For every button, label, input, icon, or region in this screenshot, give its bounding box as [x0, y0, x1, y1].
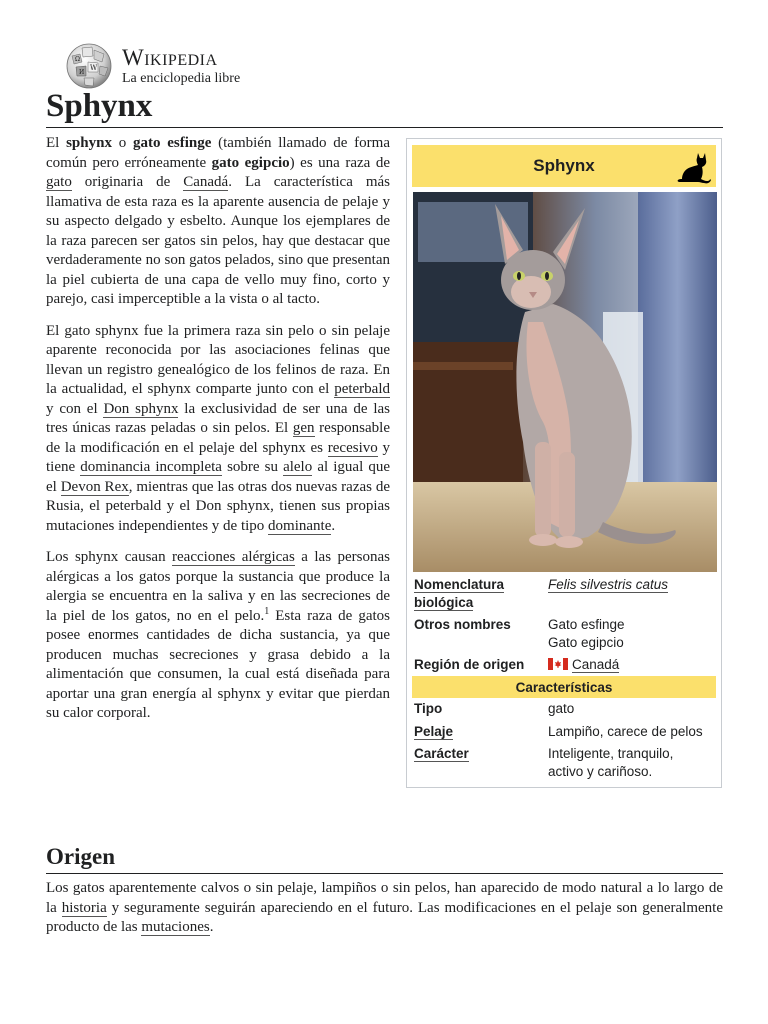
link-pelaje[interactable]: Pelaje — [414, 724, 454, 739]
brand — [122, 46, 240, 87]
infobox-value-line: Gato egipcio — [548, 635, 624, 650]
text: responsable de la modificación en el pelaje del sphynx es — [46, 420, 390, 456]
infobox-value — [548, 616, 718, 652]
text: a las personas alérgicas a los gatos porque la sustancia que produce la alergia se encuentra en la saliva y en las secreciones de la piel de los gatos, no en el pelo. — [46, 549, 390, 624]
infobox-title: Sphynx — [533, 156, 595, 175]
text: y tiene — [46, 439, 390, 475]
title-divider — [46, 127, 723, 128]
infobox-row-caracter — [414, 745, 718, 781]
link-gen[interactable]: gen — [292, 420, 315, 436]
text: . La característica más llamativa de esta raza es la aparente ausencia de pelaje y su aspecto delgado y esbelto. Aunque los ejemplares de la raza parecen ser gatos sin pelos, hay que destacar que verdaderamente no son gatos pelados, sino que presentan la piel cubierta de una capa de vello muy fino, corto y parejo, casi imperceptible a la vista o al tacto. — [46, 174, 390, 307]
infobox — [406, 138, 722, 788]
link-reacciones-alergicas[interactable]: reacciones alérgicas — [172, 549, 295, 565]
infobox-label: Otros nombres — [414, 617, 511, 632]
link-canada[interactable]: Canadá — [183, 174, 229, 190]
infobox-row-nomenclatura — [414, 576, 718, 612]
infobox-value: Lampiño, carece de pelos — [548, 724, 703, 739]
brand-tagline: La enciclopedia libre — [122, 70, 241, 86]
infobox-label — [414, 745, 548, 781]
intro-text — [46, 134, 390, 736]
origen-paragraph — [46, 879, 723, 938]
svg-text:W: W — [90, 64, 98, 72]
infobox-value — [548, 656, 718, 674]
link-alelo[interactable]: alelo — [283, 459, 313, 475]
link-canada-origin[interactable]: Canadá — [572, 657, 620, 672]
link-dominancia-incompleta[interactable]: dominancia incompleta — [80, 459, 222, 475]
text: . — [331, 517, 336, 534]
infobox-row-otros-nombres — [414, 616, 718, 652]
infobox-value — [548, 576, 718, 612]
infobox-row-pelaje — [414, 723, 718, 741]
text: y seguramente seguirán apareciendo en el futuro. Las modificaciones en el pelaje son generalmente producto de las — [46, 899, 723, 935]
brand-name[interactable]: Wikipedia — [122, 44, 218, 70]
infobox-label — [414, 576, 548, 612]
cat-silhouette-icon — [672, 149, 712, 187]
link-caracter[interactable]: Carácter — [414, 746, 469, 761]
infobox-label: Tipo — [414, 701, 443, 716]
intro-paragraph-3 — [46, 548, 390, 724]
link-mutaciones[interactable]: mutaciones — [141, 919, 210, 935]
svg-text:И: И — [79, 69, 85, 76]
link-peterbald[interactable]: peterbald — [334, 381, 390, 397]
infobox-value-line: Inteligente, tranquilo, — [548, 746, 674, 761]
infobox-value-line: Gato esfinge — [548, 617, 625, 632]
text: El — [46, 135, 67, 151]
infobox-row-region — [414, 656, 718, 674]
bold-term: sphynx — [66, 135, 112, 151]
link-dominante[interactable]: dominante — [268, 517, 332, 534]
reference-1[interactable]: 1 — [264, 605, 270, 617]
infobox-label: Región de origen — [414, 657, 525, 672]
text: Los sphynx causan — [46, 549, 173, 565]
text: o — [111, 135, 133, 151]
link-gato[interactable]: gato — [46, 174, 72, 190]
text: (también llamado de forma común pero erróneamente — [46, 135, 391, 171]
link-nomenclatura-biologica[interactable]: Nomenclatura biológica — [414, 577, 505, 610]
link-felis-silvestris-catus[interactable]: Felis silvestris catus — [548, 577, 669, 592]
infobox-row-tipo — [414, 700, 718, 718]
intro-paragraph-1 — [46, 134, 390, 310]
text: Los gatos aparentemente calvos o sin pelaje, lampiños o sin pelos, han aparecido de modo natural a lo largo de la — [46, 880, 723, 916]
text: sobre su — [221, 459, 284, 475]
section-divider — [46, 873, 723, 874]
text: Esta raza de gatos posee enormes cantidades de dicha sustancia, ya que producen muchas secreciones y grasa debido a la alimentación que consumen, la cual está diseñada para aportar una gran energía al sphynx y evitar que pierdan su calor corporal. — [46, 607, 390, 721]
link-historia[interactable]: historia — [61, 899, 107, 916]
bold-term: gato esfinge — [132, 135, 212, 151]
link-devon-rex[interactable]: Devon Rex — [60, 478, 129, 495]
intro-paragraph-2 — [46, 322, 390, 537]
page-title: Sphynx — [46, 88, 153, 124]
text: , mientras que las otras dos nuevas razas de Rusia, el peterbald y el Don sphynx, tienen sus propias mutaciones independientes y de tipo — [46, 478, 391, 534]
section-heading-origen: Origen — [46, 844, 115, 869]
svg-text:Ω: Ω — [75, 56, 80, 63]
text: . — [209, 919, 214, 935]
text: al igual que el — [46, 459, 390, 495]
infobox-label — [414, 723, 548, 741]
text: y con el — [46, 400, 104, 417]
infobox-value: gato — [548, 701, 575, 716]
canada-flag-icon — [548, 658, 568, 670]
bold-term: gato egipcio — [211, 154, 290, 171]
sphynx-cat-photo[interactable] — [413, 192, 717, 572]
text: originaria de — [71, 174, 184, 190]
text: El gato sphynx fue la primera raza sin pelo o sin pelaje aparente reconocida por las asociaciones felinas que llevan un registro genealógico de los felinos de raza. En la actualidad, el sphynx comparte junto con el — [46, 322, 390, 397]
infobox-value-line: activo y cariñoso. — [548, 764, 653, 779]
text: la exclusividad de ser una de las tres únicas razas peladas o sin pelos. El — [46, 400, 391, 436]
infobox-header — [412, 145, 716, 187]
wikipedia-globe-logo[interactable] — [64, 42, 116, 90]
site-header — [64, 42, 240, 90]
origen-text — [46, 879, 723, 938]
link-don-sphynx[interactable]: Don sphynx — [103, 400, 179, 417]
link-recesivo[interactable]: recesivo — [327, 439, 378, 456]
text: ) es una raza de — [289, 154, 390, 171]
infobox-value — [548, 745, 718, 781]
infobox-subheader: Características — [412, 676, 716, 698]
